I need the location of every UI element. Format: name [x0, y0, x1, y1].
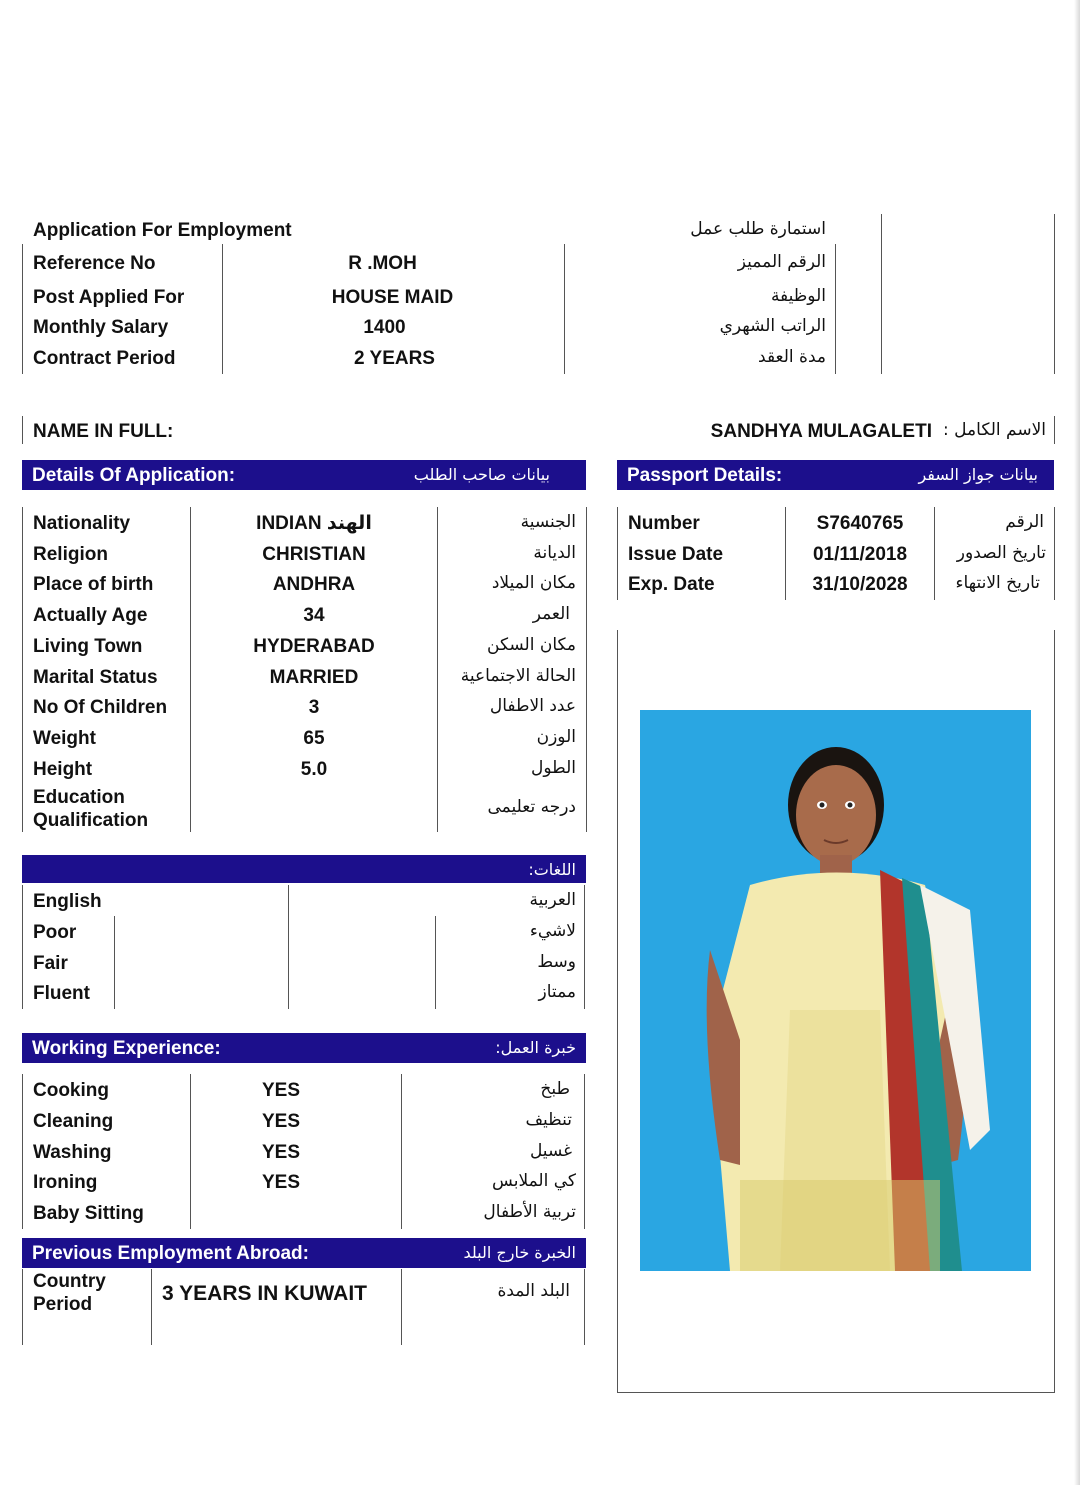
detail-value: CHRISTIAN [262, 544, 366, 565]
detail-value: INDIAN الهند [256, 513, 372, 534]
abroad-value: 3 YEARS IN KUWAIT [162, 1282, 367, 1305]
abroad-divider [584, 1269, 585, 1345]
passport-label: Number [628, 513, 700, 534]
header-label-ar: مدة العقد [758, 347, 826, 367]
experience-label: Washing [33, 1142, 112, 1163]
detail-label: Marital Status [33, 667, 158, 688]
passport-number: S7640765 [816, 513, 904, 534]
applicant-photo-image [640, 710, 1031, 1271]
experience-divider [22, 1074, 23, 1229]
details-divider [190, 507, 191, 832]
education-label: Education [33, 787, 125, 808]
passport-bar [617, 460, 1054, 490]
details-divider [437, 507, 438, 832]
header-label: Reference No [33, 253, 156, 274]
language-level: Poor [33, 922, 77, 943]
detail-label: Weight [33, 728, 96, 749]
header-label: Monthly Salary [33, 317, 169, 338]
language-label: English [33, 891, 102, 912]
header-divider [222, 244, 223, 374]
detail-label: Actually Age [33, 605, 148, 626]
detail-label: Place of birth [33, 574, 154, 595]
name-divider [1054, 416, 1055, 444]
passport-label: Exp. Date [628, 574, 715, 595]
details-title: Details Of Application: [32, 465, 236, 486]
details-divider [586, 507, 587, 832]
language-label-ar: العربية [529, 890, 576, 910]
abroad-divider [22, 1269, 23, 1345]
abroad-divider [401, 1269, 402, 1345]
passport-title-ar: بيانات جواز السفر [918, 465, 1038, 484]
header-value: 2 YEARS [354, 348, 435, 369]
experience-value: YES [262, 1142, 301, 1163]
abroad-divider [151, 1269, 152, 1345]
detail-label-ar: الوزن [536, 727, 576, 747]
experience-value: YES [262, 1080, 301, 1101]
passport-label-ar: تاريخ الانتهاء [955, 573, 1040, 593]
experience-divider [190, 1074, 191, 1229]
detail-value: ANDHRA [272, 574, 356, 595]
detail-value: HYDERABAD [253, 636, 375, 657]
passport-label-ar: تاريخ الصدور [956, 543, 1046, 563]
header-divider [1054, 214, 1055, 374]
detail-value: 65 [303, 728, 325, 749]
experience-divider [584, 1074, 585, 1229]
language-level-ar: ممتاز [538, 982, 576, 1002]
page-edge [1074, 0, 1080, 1485]
detail-label: Nationality [33, 513, 131, 534]
language-level-ar: لاشيء [529, 921, 576, 941]
passport-issue-date: 01/11/2018 [812, 544, 908, 565]
passport-divider [617, 507, 618, 600]
header-value: HOUSE MAID [331, 287, 454, 308]
detail-label-ar: الديانة [533, 543, 576, 563]
header-divider [881, 214, 882, 374]
experience-label-ar: طبخ [540, 1079, 570, 1099]
experience-value: YES [262, 1172, 301, 1193]
experience-label-ar: تربية الأطفال [483, 1202, 576, 1222]
languages-divider [435, 916, 436, 1009]
experience-label-ar: كي الملابس [492, 1171, 576, 1191]
abroad-label: Country [33, 1271, 106, 1292]
detail-label: Living Town [33, 636, 143, 657]
experience-label: Cooking [33, 1080, 109, 1101]
abroad-title-ar: الخبرة خارج البلد [463, 1243, 576, 1262]
languages-bar [22, 855, 586, 883]
experience-title-ar: خبرة العمل: [495, 1038, 576, 1057]
detail-label-ar: عدد الاطفال [489, 696, 576, 716]
languages-divider [288, 885, 289, 1009]
experience-label: Baby Sitting [33, 1203, 144, 1224]
header-label-ar: الرقم المميز [737, 252, 826, 272]
full-name: SANDHYA MULAGALETI [710, 421, 932, 442]
detail-value: 34 [303, 605, 325, 626]
detail-label-ar: الطول [531, 758, 576, 778]
passport-divider [934, 507, 935, 600]
language-level: Fluent [33, 983, 90, 1004]
experience-label-ar: غسيل [529, 1141, 572, 1161]
detail-label-ar: مكان الميلاد [491, 573, 576, 593]
detail-label-ar: مكان السكن [487, 635, 576, 655]
experience-label-ar: تنظيف [525, 1110, 572, 1130]
passport-divider [1054, 507, 1055, 600]
languages-divider [22, 885, 23, 1009]
header-label: Contract Period [33, 348, 176, 369]
detail-label-ar: العمر [532, 604, 570, 624]
header-label: Post Applied For [33, 287, 185, 308]
header-value: R .MOH [348, 253, 417, 274]
abroad-bar [22, 1238, 586, 1268]
header-divider [835, 244, 836, 374]
name-label-ar: الاسم الكامل : [943, 420, 1046, 440]
photo-frame-border [1054, 630, 1055, 1393]
details-divider [22, 507, 23, 832]
detail-label: No Of Children [33, 697, 168, 718]
header-label-ar: الوظيفة [770, 286, 826, 306]
header-value: 1400 [363, 317, 406, 338]
detail-value: MARRIED [269, 667, 359, 688]
passport-title: Passport Details: [627, 465, 783, 486]
language-level-ar: وسط [537, 952, 576, 972]
passport-label: Issue Date [628, 544, 724, 565]
languages-title-ar: اللغات: [528, 860, 576, 879]
form-title-ar: استمارة طلب عمل [690, 219, 826, 239]
languages-divider [114, 916, 115, 1009]
details-bar [22, 460, 586, 490]
experience-title: Working Experience: [32, 1038, 221, 1059]
form-title: Application For Employment [33, 220, 292, 241]
education-label-ar: درجه تعليمى [487, 797, 576, 817]
header-divider [564, 244, 565, 374]
languages-divider [584, 885, 585, 1009]
applicant-photo [640, 710, 1031, 1271]
experience-divider [401, 1074, 402, 1229]
passport-expiry-date: 31/10/2028 [812, 574, 908, 595]
passport-divider [785, 507, 786, 600]
photo-frame-border [617, 1392, 1055, 1393]
detail-value: 5.0 [300, 759, 328, 780]
photo-frame-border [617, 630, 618, 1393]
abroad-title: Previous Employment Abroad: [32, 1243, 309, 1264]
name-label: NAME IN FULL: [33, 421, 174, 442]
name-divider [22, 416, 23, 444]
header-label-ar: الراتب الشهري [719, 316, 826, 336]
detail-label: Religion [33, 544, 108, 565]
education-label: Qualification [33, 810, 149, 831]
abroad-label: Period [33, 1294, 93, 1315]
detail-label: Height [33, 759, 93, 780]
detail-label-ar: الجنسية [520, 512, 576, 532]
passport-label-ar: الرقم [1005, 512, 1044, 532]
language-level: Fair [33, 953, 68, 974]
experience-label: Cleaning [33, 1111, 114, 1132]
details-title-ar: بيانات صاحب الطلب [413, 465, 550, 484]
abroad-label-ar: البلد المدة [497, 1281, 570, 1301]
detail-label-ar: الحالة الاجتماعية [460, 666, 576, 686]
header-divider [22, 244, 23, 374]
detail-value: 3 [308, 697, 320, 718]
experience-label: Ironing [33, 1172, 98, 1193]
experience-value: YES [262, 1111, 301, 1132]
experience-bar [22, 1033, 586, 1063]
